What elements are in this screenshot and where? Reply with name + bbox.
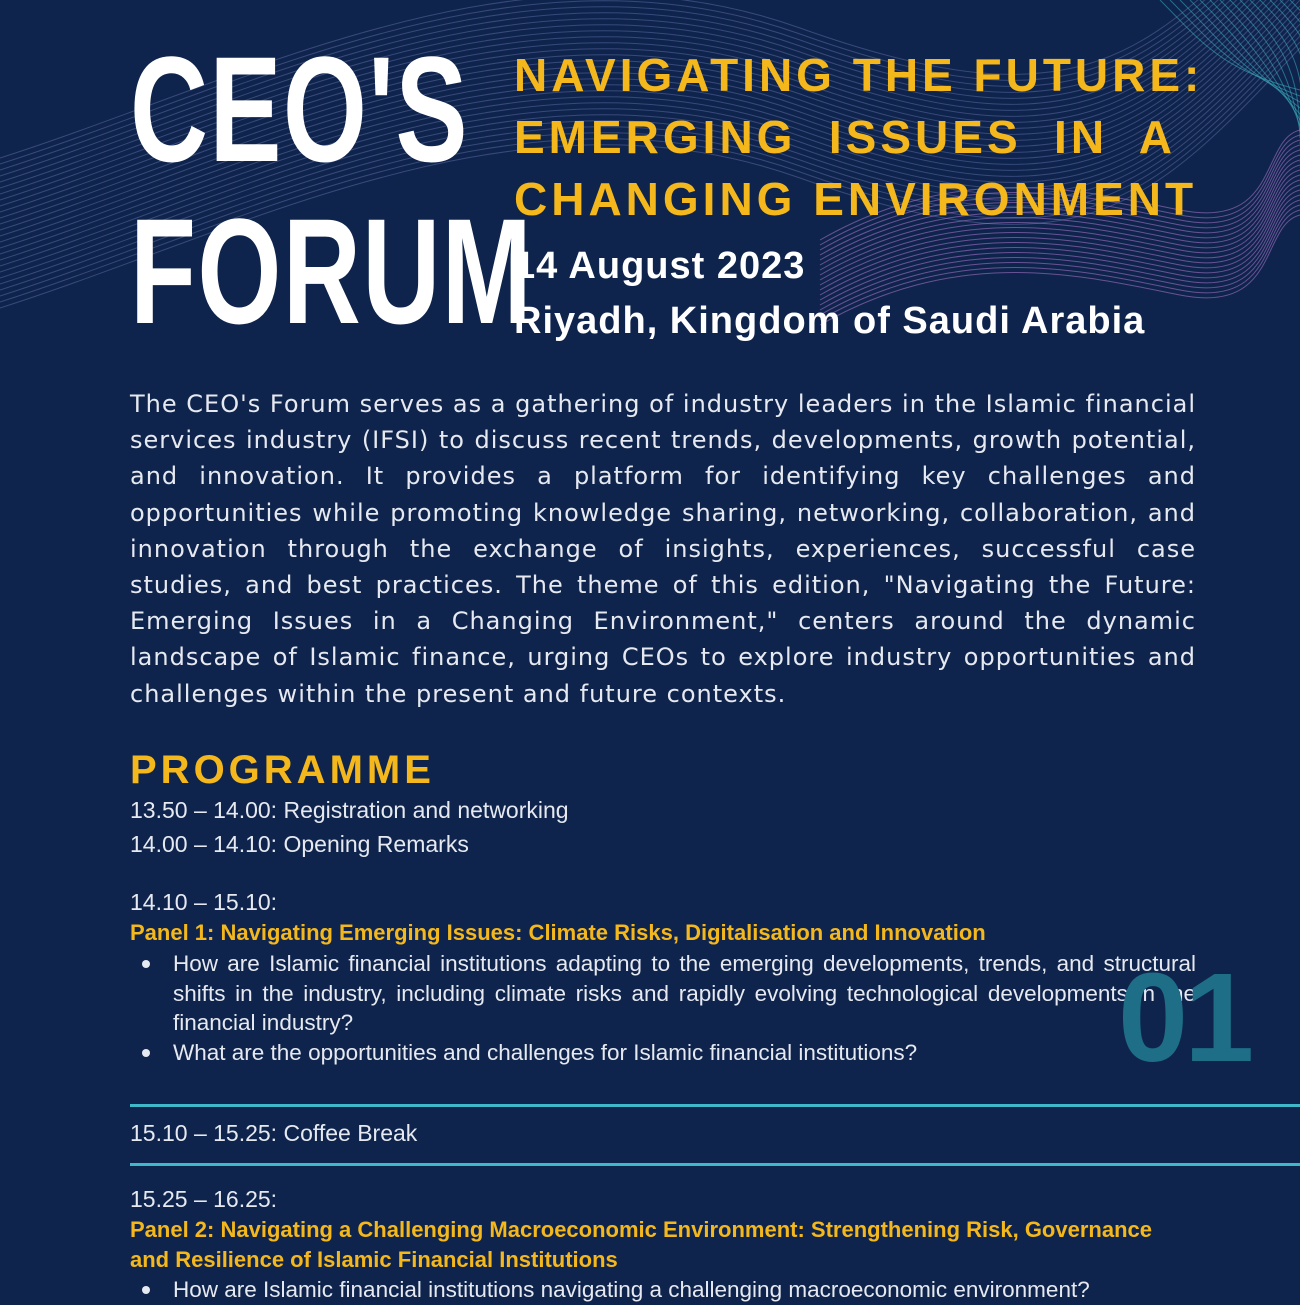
theme-line-3: CHANGING ENVIRONMENT [514,173,1198,225]
forum-title-line-1: CEO'S [130,25,469,193]
panel-1-question-2: What are the opportunities and challenges for Islamic financial institutions? [173,1039,918,1065]
agenda-coffee-break: 15.10 – 15.25: Coffee Break [130,1120,418,1146]
panel-2-title: Panel 2: Navigating a Challenging Macroeconomic Environment: Strengthening Risk, Governance and Resilience of Islamic Financial Institutions [130,1217,1152,1272]
theme-line-1: NAVIGATING THE FUTURE: [514,49,1204,101]
page-number: 01 [1118,947,1251,1088]
panel-1-title: Panel 1: Navigating Emerging Issues: Climate Risks, Digitalisation and Innovation [130,920,986,945]
panel-2-questions [130,1275,1196,1305]
panel-1-questions [130,949,1196,1067]
forum-title [130,25,534,355]
panel-1-time: 14.10 – 15.10: [130,889,278,915]
panel-1-question-1: How are Islamic financial institutions adapting to the emerging developments, trends, and structural shifts in the industry, including climate risks and rapidly evolving technological developments in the financial industry? [173,951,1196,1035]
event-location: Riyadh, Kingdom of Saudi Arabia [514,300,1146,342]
agenda-registration: 13.50 – 14.00: Registration and networking [130,797,569,823]
panel-2-question-1: How are Islamic financial institutions navigating a challenging macroeconomic environment? [173,1277,1090,1302]
forum-title-line-2: FORUM [130,187,534,355]
bullet-icon [142,1049,150,1057]
list-item [130,949,1196,1038]
intro-paragraph: The CEO's Forum serves as a gathering of industry leaders in the Islamic financial services industry (IFSI) to discuss recent trends, developments, growth potential, and innovation. It provides a platform for identifying key challenges and opportunities while promoting knowledge sharing, networking, collaboration, and innovation through the exchange of insights, experiences, successful case studies, and best practices. The theme of this edition, "Navigating the Future: Emerging Issues in a Changing Environment," centers around the dynamic landscape of Islamic finance, urging CEOs to explore industry opportunities and challenges within the present and future contexts. [130,390,1196,708]
list-item [130,1275,1196,1305]
panel-2-time: 15.25 – 16.25: [130,1186,278,1212]
agenda-opening-remarks: 14.00 – 14.10: Opening Remarks [130,831,469,857]
bullet-icon [142,960,150,968]
event-date: 14 August 2023 [514,245,806,287]
theme-line-2: EMERGING ISSUES IN A [514,111,1176,163]
list-item [130,1038,1196,1068]
programme-heading: PROGRAMME [130,748,435,792]
section-divider [130,1163,1300,1166]
section-divider [130,1104,1300,1107]
edition-theme [514,44,1204,230]
bullet-icon [142,1286,150,1294]
